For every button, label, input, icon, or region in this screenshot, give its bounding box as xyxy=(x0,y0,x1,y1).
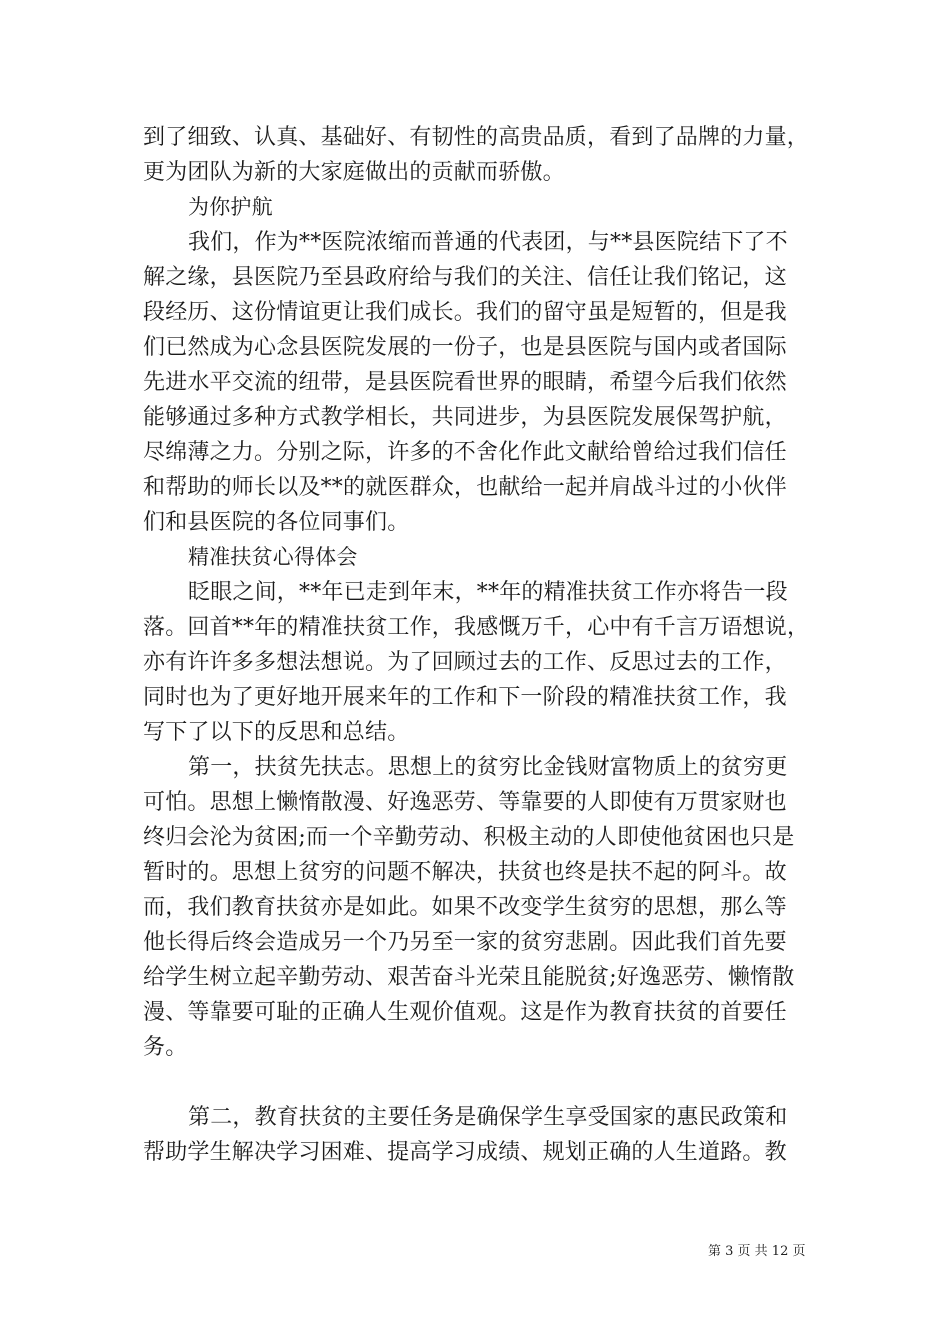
text-line: 帮助学生解决学习困难、提高学习成绩、规划正确的人生道路。教 xyxy=(143,1140,787,1165)
text-line: 到了细致、认真、基础好、有韧性的高贵品质，看到了品牌的力量， xyxy=(143,125,810,150)
text-line: 给学生树立起辛勤劳动、艰苦奋斗光荣且能脱贫;好逸恶劳、懒惰散 xyxy=(143,965,795,990)
text-line: 同时也为了更好地开展来年的工作和下一阶段的精准扶贫工作，我 xyxy=(143,685,787,710)
text-line: 们已然成为心念县医院发展的一份子，也是县医院与国内或者国际 xyxy=(143,335,787,360)
paragraph-5 xyxy=(143,1100,813,1170)
text-line: 务。 xyxy=(143,1035,188,1060)
text-line: 落。回首**年的精准扶贫工作，我感慨万千，心中有千言万语想说， xyxy=(143,615,810,640)
text-line: 亦有许许多多想法想说。为了回顾过去的工作、反思过去的工作， xyxy=(143,650,787,675)
text-line: 更为团队为新的大家庭做出的贡献而骄傲。 xyxy=(143,160,565,185)
paragraph-4 xyxy=(143,750,813,1065)
text-line: 们和县医院的各位同事们。 xyxy=(143,510,410,535)
text-line: 我们，作为**医院浓缩而普通的代表团，与**县医院结下了不 xyxy=(188,230,788,255)
section-heading-1: 为你护航 xyxy=(188,195,273,219)
text-line: 暂时的。思想上贫穷的问题不解决，扶贫也终是扶不起的阿斗。故 xyxy=(143,860,787,885)
text-line: 写下了以下的反思和总结。 xyxy=(143,720,410,745)
text-line: 尽绵薄之力。分别之际，许多的不舍化作此文献给曾给过我们信任 xyxy=(143,440,787,465)
text-line: 解之缘，县医院乃至县政府给与我们的关注、信任让我们铭记，这 xyxy=(143,265,787,290)
text-line: 第二，教育扶贫的主要任务是确保学生享受国家的惠民政策和 xyxy=(188,1105,788,1130)
text-line: 段经历、这份情谊更让我们成长。我们的留守虽是短暂的，但是我 xyxy=(143,300,787,325)
text-line: 能够通过多种方式教学相长，共同进步，为县医院发展保驾护航， xyxy=(143,405,787,430)
paragraph-2 xyxy=(143,225,813,540)
text-line: 他长得后终会造成另一个乃另至一家的贫穷悲剧。因此我们首先要 xyxy=(143,930,787,955)
text-line: 和帮助的师长以及**的就医群众，也献给一起并肩战斗过的小伙伴 xyxy=(143,475,788,500)
text-line: 可怕。思想上懒惰散漫、好逸恶劳、等靠要的人即使有万贯家财也 xyxy=(143,790,787,815)
text-line: 先进水平交流的纽带，是县医院看世界的眼睛，希望今后我们依然 xyxy=(143,370,787,395)
text-line: 眨眼之间，**年已走到年末，**年的精准扶贫工作亦将告一段 xyxy=(188,580,788,605)
paragraph-spacing xyxy=(143,1065,813,1100)
text-line: 终归会沦为贫困;而一个辛勤劳动、积极主动的人即使他贫困也只是 xyxy=(143,825,795,850)
paragraph-1 xyxy=(143,120,813,190)
section-heading-2: 精准扶贫心得体会 xyxy=(188,545,358,569)
document-body xyxy=(143,120,813,1170)
text-line: 第一，扶贫先扶志。思想上的贫穷比金钱财富物质上的贫穷更 xyxy=(188,755,788,780)
paragraph-3 xyxy=(143,575,813,750)
page-number: 第 3 页 共 12 页 xyxy=(708,1244,806,1259)
text-line: 而，我们教育扶贫亦是如此。如果不改变学生贫穷的思想，那么等 xyxy=(143,895,787,920)
text-line: 漫、等靠要可耻的正确人生观价值观。这是作为教育扶贫的首要任 xyxy=(143,1000,787,1025)
